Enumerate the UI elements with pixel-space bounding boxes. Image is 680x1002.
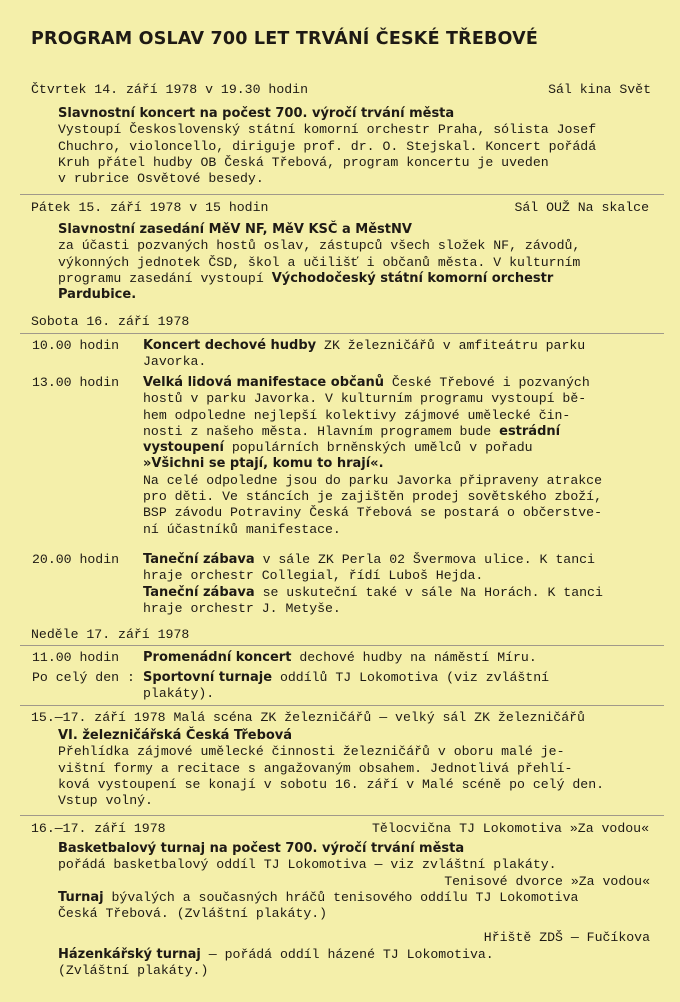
item-text-bold: vystoupení (143, 440, 224, 456)
item-line (143, 440, 602, 456)
event-text: vištní formy a recitace s angažovaným obsahem. Jednotlivá přehlí- (58, 760, 573, 776)
item-text: dechové hudby na náměstí Míru. (291, 650, 537, 665)
event-text (58, 271, 580, 287)
event-railway-festival (31, 710, 585, 726)
event-text: Vystoupí Československý státní komorní orchestr Praha, sólista Josef (58, 122, 597, 138)
time-label: 10.00 hodin (32, 338, 120, 353)
event-text: pořádá basketbalový oddíl TJ Lokomotiva — viz zvláštní plakáty. (58, 857, 557, 873)
item-line (143, 670, 549, 686)
sunday-date: Neděle 17. září 1978 (31, 627, 190, 642)
event-session-15-body (58, 222, 580, 303)
saturday-item-2 (143, 375, 602, 538)
divider (20, 815, 664, 816)
event-date: 16.—17. září 1978 (31, 821, 166, 836)
event-name: Basketbalový turnaj na počest 700. výročí trvání města (58, 841, 465, 856)
item-text: populárních brněnských umělců v pořadu (223, 440, 533, 456)
item-text: Javorka. (143, 354, 207, 370)
item-text: oddílů TJ Lokomotiva (viz zvláštní (272, 670, 550, 685)
event-text: bývalých a současných hráčů tenisového oddílu TJ Lokomotiva (103, 889, 579, 905)
item-text: Na celé odpoledne jsou do parku Javorka připraveny atrakce (143, 472, 602, 488)
event-text: za účasti pozvaných hostů oslav, zástupců všech složek NF, závodů, (58, 238, 581, 254)
event-date-row (31, 82, 651, 98)
item-text: se uskuteční také v sále Na Horách. K tanci (254, 584, 603, 600)
page-title: PROGRAM OSLAV 700 LET TRVÁNÍ ČESKÉ TŘEBOVÉ (31, 29, 539, 49)
event-name: Slavnostní koncert na počest 700. výročí trvání města (58, 106, 455, 121)
sunday-item-2 (143, 670, 549, 703)
event-text-bold: Pardubice. (58, 287, 137, 303)
event-railway-festival-body (58, 728, 604, 809)
item-line (143, 585, 603, 601)
event-name: Slavnostní zasedání MěV NF, MěV KSČ a MěstNV (58, 222, 412, 237)
item-text: BSP závodu Potraviny Česká Třebová se postará o občerstve- (143, 505, 602, 521)
event-text-bold: Východočeský státní komorní orchestr (271, 270, 554, 286)
event-date-row (31, 200, 649, 216)
item-text-bold: estrádní (499, 423, 561, 439)
item-text: plakáty). (143, 686, 215, 702)
item-text: v sále ZK Perla 02 Švermova ulice. K tanci (254, 552, 595, 567)
item-text: hostů v parku Javorka. V kulturním programu vystoupí bě- (143, 391, 587, 407)
time-label: 20.00 hodin (32, 552, 120, 567)
event-place: Sál OUŽ Na skalce (514, 200, 649, 215)
event-line (58, 890, 650, 906)
event-text: (Zvláštní plakáty.) (58, 963, 209, 979)
event-sports (31, 821, 649, 837)
time-label: 11.00 hodin (32, 650, 120, 665)
saturday-date: Sobota 16. září 1978 (31, 314, 190, 329)
event-date: 15.—17. září 1978 Malá scéna ZK železničářů — velký sál ZK železničářů (31, 710, 585, 725)
divider (20, 333, 664, 334)
time-label: 13.00 hodin (32, 375, 120, 390)
item-text: hraje orchestr Collegial, řídí Luboš Hejda. (143, 568, 484, 584)
divider (20, 194, 664, 195)
divider (20, 645, 664, 646)
item-text: hraje orchestr J. Metyše. (143, 600, 341, 616)
sunday-item-1 (143, 650, 537, 666)
event-name: Turnaj (58, 889, 104, 905)
event-date: Pátek 15. září 1978 v 15 hodin (31, 200, 269, 215)
event-session-15 (31, 200, 649, 216)
event-place: Tenisové dvorce »Za vodou« (444, 873, 650, 889)
event-text: Chuchro, violoncello, diriguje prof. dr. O. Stejskal. Koncert pořádá (58, 138, 597, 154)
item-line (143, 338, 585, 354)
event-text: Česká Třebová. (Zvláštní plakáty.) (58, 906, 328, 922)
item-text: pro děti. Ve stáncích je zajištěn prodej sovětského zboží, (143, 489, 602, 505)
item-text: nosti z našeho města. Hlavním programem bude (143, 423, 500, 439)
saturday-item-1 (143, 338, 585, 371)
event-text: Přehlídka zájmové umělecké činnosti železničářů v oboru malé je- (58, 744, 565, 760)
event-concert-14-body (58, 106, 596, 187)
saturday-item-3 (143, 552, 603, 617)
item-line (143, 552, 603, 568)
item-name: Sportovní turnaje (143, 670, 273, 685)
event-place: Hřiště ZDŠ — Fučíkova (483, 930, 650, 946)
event-text: v rubrice Osvětové besedy. (58, 171, 264, 187)
divider (20, 705, 664, 706)
item-name: Velká lidová manifestace občanů (143, 375, 384, 390)
item-text-bold: »Všichni se ptají, komu to hrají«. (143, 456, 384, 472)
item-text: ZK železničářů v amfiteátru parku (316, 338, 586, 353)
event-text: Kruh přátel hudby OB Česká Třebová, program koncertu je uveden (58, 154, 549, 170)
item-name: Taneční zábava (143, 584, 255, 600)
item-text: České Třebové i pozvaných (384, 375, 590, 390)
event-line (58, 947, 650, 963)
item-name: Koncert dechové hudby (143, 338, 317, 353)
event-concert-14 (31, 82, 651, 98)
item-text: hem odpoledne nejlepší kolektivy zájmové umělecké čin- (143, 407, 571, 423)
event-text: Vstup volný. (58, 793, 153, 809)
item-name: Taneční zábava (143, 552, 255, 567)
event-text: ková vystoupení se konají v sobotu 16. září v Malé scéně po celý den. (58, 776, 605, 792)
event-text-part: programu zasedání vystoupí (58, 270, 272, 286)
event-name: VI. železničářská Česká Třebová (58, 728, 293, 743)
event-text: — pořádá oddíl házené TJ Lokomotiva. (200, 946, 494, 962)
event-date-row (31, 821, 649, 837)
item-text: ní účastníků manifestace. (143, 521, 341, 537)
item-line (143, 375, 602, 391)
event-text: výkonných jednotek ČSD, škol a učilišť i občanů města. V kulturním (58, 254, 581, 270)
event-name: Házenkářský turnaj (58, 946, 201, 962)
event-place: Tělocvična TJ Lokomotiva »Za vodou« (372, 821, 649, 836)
time-label: Po celý den : (32, 670, 135, 685)
event-place: Sál kina Svět (548, 82, 651, 97)
item-line (143, 424, 602, 440)
event-sports-body (58, 841, 650, 979)
event-date: Čtvrtek 14. září 1978 v 19.30 hodin (31, 82, 308, 97)
item-line (143, 650, 537, 666)
item-name: Promenádní koncert (143, 650, 292, 665)
